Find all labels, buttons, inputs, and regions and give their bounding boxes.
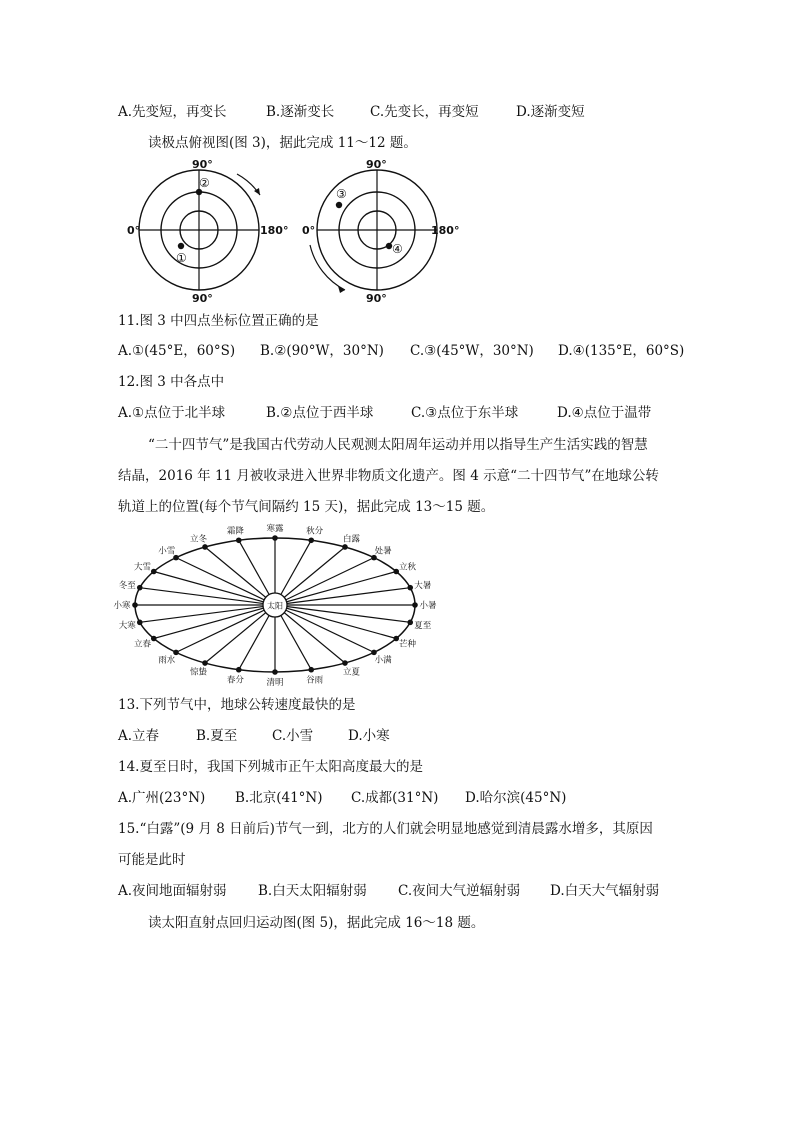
- q13-option-b: B.夏至: [196, 728, 238, 744]
- fig4-term-point: [173, 650, 179, 656]
- fig4-term-point: [202, 544, 208, 550]
- fig4-term-point: [407, 585, 413, 591]
- q13-option-d: D.小寒: [348, 728, 390, 744]
- fig4-term-point: [236, 537, 242, 543]
- fig3-right-label-top: 90°: [366, 158, 387, 171]
- fig4-sun-label: 太阳: [267, 601, 283, 611]
- fig4-term-point: [308, 537, 314, 543]
- q10-option-a: A.先变短，再变长: [118, 104, 227, 120]
- fig4-term-point: [137, 620, 143, 626]
- fig3-right-label-left: 0°: [302, 224, 316, 237]
- fig4-term-point: [202, 660, 208, 666]
- q15-stem-line1: 15.“白露”(9 月 8 日前后)节气一到，北方的人们就会明显地感觉到清晨露水增多，其原因: [118, 821, 653, 837]
- fig3-right-arrowhead-icon: [338, 286, 345, 293]
- fig4-term-point: [137, 585, 143, 591]
- q12-option-a: A.①点位于北半球: [118, 405, 226, 421]
- fig4-term-label: 小暑: [419, 601, 437, 611]
- fig4-term-label: 立秋: [398, 562, 417, 573]
- q11-stem: 11.图 3 中四点坐标位置正确的是: [118, 313, 319, 329]
- fig4-term-point: [407, 620, 413, 626]
- q15-option-c: C.夜间大气逆辐射弱: [398, 883, 521, 899]
- fig4-term-label: 寒露: [266, 524, 284, 534]
- q14-option-c: C.成都(31°N): [351, 790, 439, 806]
- intro-13-15-line2: 结晶，2016 年 11 月被收录进入世界非物质文化遗产。图 4 示意“二十四节气”在地球公转: [118, 468, 659, 484]
- fig4-term-point: [308, 667, 314, 673]
- q14-option-b: B.北京(41°N): [235, 790, 323, 806]
- fig3-point-3: [336, 202, 342, 208]
- intro-11-12: 读极点俯视图(图 3)，据此完成 11～12 题。: [148, 135, 417, 151]
- fig4-term-label: 大雪: [133, 562, 152, 573]
- q10-option-b: B.逐渐变长: [266, 104, 335, 120]
- figure-4-solar-terms-orbit: [113, 520, 448, 690]
- fig4-term-label: 白露: [342, 534, 361, 545]
- fig3-right-rotation-arrow: [310, 245, 345, 290]
- q13-option-a: A.立春: [118, 728, 160, 744]
- q11-option-a: A.①(45°E，60°S): [118, 343, 236, 359]
- fig3-left-diagram: [127, 158, 288, 305]
- fig4-term-label: 小寒: [113, 601, 131, 611]
- q13-stem: 13.下列节气中，地球公转速度最快的是: [118, 697, 356, 713]
- fig4-term-point: [236, 667, 242, 673]
- q10-option-d: D.逐渐变短: [516, 104, 585, 120]
- fig3-left-label-right: 180°: [260, 224, 289, 237]
- q14-option-d: D.哈尔滨(45°N): [465, 790, 567, 806]
- q14-option-a: A.广州(23°N): [118, 790, 206, 806]
- fig4-term-label: 大寒: [118, 620, 136, 631]
- fig4-term-label: 处暑: [374, 546, 392, 557]
- q12-option-b: B.②点位于西半球: [266, 405, 374, 421]
- fig3-marker-3: ③: [336, 187, 347, 201]
- fig3-left-label-top: 90°: [192, 158, 213, 171]
- fig3-right-diagram: [302, 158, 459, 305]
- fig4-spoke: [275, 588, 410, 605]
- fig4-term-label: 小满: [374, 655, 392, 666]
- fig4-term-label: 立冬: [189, 534, 208, 545]
- fig4-term-point: [132, 602, 138, 608]
- fig4-term-point: [272, 535, 278, 541]
- fig4-term-label: 秋分: [306, 526, 324, 537]
- fig3-marker-1: ①: [176, 251, 187, 265]
- fig3-marker-2: ②: [199, 176, 210, 190]
- fig4-term-point: [272, 669, 278, 675]
- q13-option-c: C.小雪: [272, 728, 314, 744]
- intro-13-15-line1: “二十四节气”是我国古代劳动人民观测太阳周年运动并用以指导生产生活实践的智慧: [148, 437, 648, 453]
- fig3-left-label-bottom: 90°: [192, 292, 213, 305]
- q15-option-a: A.夜间地面辐射弱: [118, 883, 227, 899]
- fig4-term-point: [342, 544, 348, 550]
- q10-option-c: C.先变长，再变短: [370, 104, 479, 120]
- fig4-term-label: 雨水: [158, 655, 176, 666]
- q15-option-d: D.白天大气辐射弱: [550, 883, 660, 899]
- q12-option-d: D.④点位于温带: [557, 405, 652, 421]
- fig3-right-label-right: 180°: [431, 224, 460, 237]
- fig4-spoke: [275, 605, 410, 622]
- figure-3-polar-views: [110, 150, 470, 308]
- fig4-spoke: [140, 605, 275, 622]
- fig4-term-label: 冬至: [118, 581, 136, 592]
- fig4-term-label: 立春: [133, 639, 152, 650]
- fig4-spoke: [140, 588, 275, 605]
- intro-16-18: 读太阳直射点回归运动图(图 5)，据此完成 16～18 题。: [148, 915, 485, 931]
- q11-option-d: D.④(135°E，60°S): [558, 343, 685, 359]
- intro-13-15-line3: 轨道上的位置(每个节气间隔约 15 天)，据此完成 13～15 题。: [118, 499, 495, 515]
- fig4-term-label: 夏至: [414, 620, 432, 631]
- q15-stem-line2: 可能是此时: [118, 852, 186, 868]
- fig4-term-label: 霜降: [226, 526, 244, 537]
- fig4-term-label: 春分: [226, 675, 244, 686]
- fig3-right-label-bottom: 90°: [366, 292, 387, 305]
- fig4-term-label: 大暑: [414, 581, 432, 592]
- fig4-term-label: 芒种: [398, 639, 417, 650]
- fig3-point-1: [178, 243, 184, 249]
- q12-option-c: C.③点位于东半球: [411, 405, 519, 421]
- fig4-term-label: 惊蛰: [189, 667, 208, 678]
- fig4-term-label: 谷雨: [306, 675, 324, 686]
- fig4-term-point: [342, 660, 348, 666]
- fig4-term-label: 小雪: [158, 546, 176, 557]
- fig3-marker-4: ④: [392, 242, 403, 256]
- fig3-left-label-left: 0°: [127, 224, 141, 237]
- q14-stem: 14.夏至日时，我国下列城市正午太阳高度最大的是: [118, 759, 423, 775]
- q12-stem: 12.图 3 中各点中: [118, 374, 225, 390]
- fig4-term-point: [371, 650, 377, 656]
- fig4-term-point: [151, 636, 157, 642]
- fig4-term-point: [151, 569, 157, 575]
- fig4-term-point: [412, 602, 418, 608]
- q11-option-b: B.②(90°W，30°N): [260, 343, 384, 359]
- q11-option-c: C.③(45°W，30°N): [410, 343, 534, 359]
- fig4-term-label: 清明: [266, 678, 284, 688]
- fig4-term-label: 立夏: [342, 667, 361, 678]
- q15-option-b: B.白天太阳辐射弱: [258, 883, 367, 899]
